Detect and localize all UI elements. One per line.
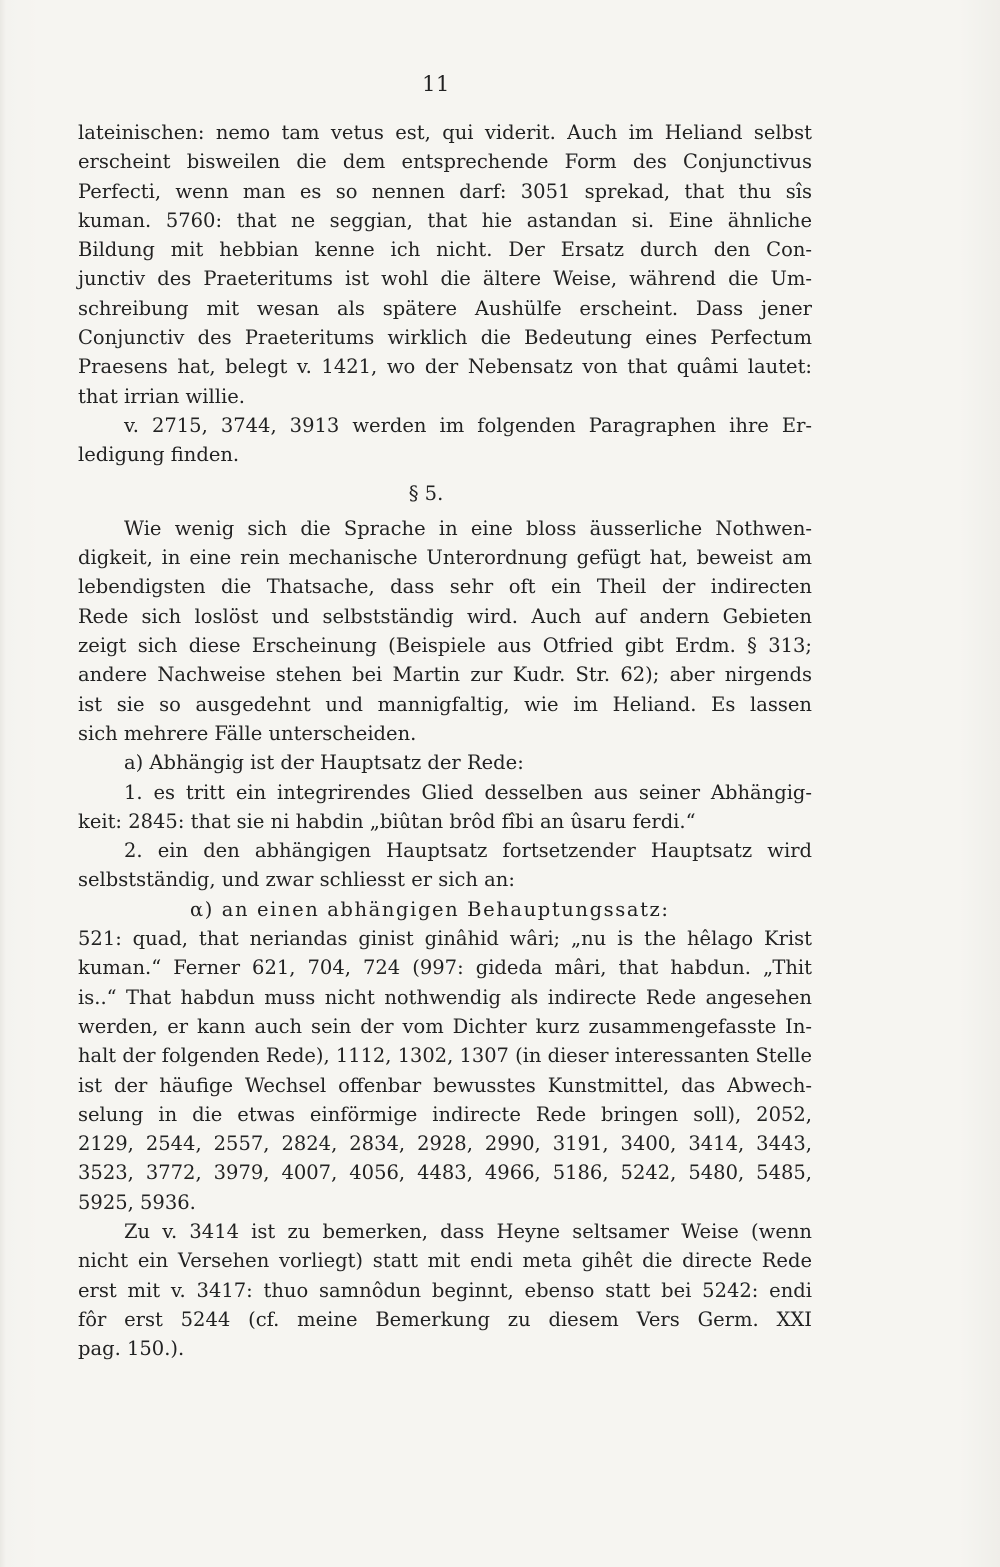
text-line: Conjunctiv des Praeteritums wirklich die Bedeutung eines Perfectum — [78, 326, 812, 350]
section-heading: § 5. — [408, 481, 444, 505]
text-line: Rede sich loslöst und selbstständig wird. Auch auf andern Gebieten — [78, 604, 812, 628]
text-line: junctiv des Praeteritums ist wohl die ältere Weise, während die Um- — [78, 267, 812, 291]
text-line: zeigt sich diese Erscheinung (Beispiele aus Otfried gibt Erdm. § 313; — [78, 634, 812, 658]
text-line: sich mehrere Fälle unterscheiden. — [78, 721, 417, 745]
text-line: Praesens hat, belegt v. 1421, wo der Nebensatz von that quâmi lautet: — [78, 355, 812, 379]
text-line: 3523, 3772, 3979, 4007, 4056, 4483, 4966, 5186, 5242, 5480, 5485, — [78, 1161, 812, 1185]
text-line: α) an einen abhängigen Behauptungssatz: — [190, 897, 670, 921]
text-line: ist der häufige Wechsel offenbar bewusstes Kunstmittel, das Abwech- — [78, 1073, 812, 1097]
text-line: erscheint bisweilen die dem entsprechende Form des Conjunctivus — [78, 150, 812, 174]
text-line: 1. es tritt ein integrirendes Glied desselben aus seiner Abhängig- — [124, 780, 812, 804]
text-line: halt der folgenden Rede), 1112, 1302, 1307 (in dieser interessanten Stelle — [78, 1044, 812, 1068]
text-line: lateinischen: nemo tam vetus est, qui viderit. Auch im Heliand selbst — [78, 121, 812, 144]
text-line: Bildung mit hebbian kenne ich nicht. Der Ersatz durch den Con- — [78, 238, 812, 262]
text-line: ist sie so ausgedehnt und mannigfaltig, wie im Heliand. Es lassen — [78, 692, 812, 716]
text-line: ledigung finden. — [78, 443, 240, 467]
text-line: is..“ That habdun muss nicht nothwendig als indirecte Rede angesehen — [78, 985, 812, 1009]
text-line: pag. 150.). — [78, 1337, 185, 1361]
text-line: selbstständig, und zwar schliesst er sich an: — [78, 868, 515, 892]
text-line: a) Abhängig ist der Hauptsatz der Rede: — [124, 751, 524, 775]
text-line: kuman.“ Ferner 621, 704, 724 (997: gideda mâri, that habdun. „Thit — [78, 956, 812, 980]
text-line: andere Nachweise stehen bei Martin zur Kudr. Str. 62); aber nirgends — [78, 663, 812, 687]
text-line: digkeit, in eine rein mechanische Unterordnung gefügt hat, beweist am — [78, 546, 812, 570]
text-line: erst mit v. 3417: thuo samnôdun beginnt, ebenso statt bei 5242: endi — [78, 1278, 812, 1302]
text-line: Zu v. 3414 ist zu bemerken, dass Heyne seltsamer Weise (wenn — [124, 1219, 812, 1243]
text-line: kuman. 5760: that ne seggian, that hie astandan si. Eine ähnliche — [78, 208, 812, 232]
text-line: 2. ein den abhängigen Hauptsatz fortsetzender Hauptsatz wird — [124, 839, 812, 863]
page-number: 11 — [422, 72, 450, 96]
text-line: 2129, 2544, 2557, 2824, 2834, 2928, 2990, 3191, 3400, 3414, 3443, — [78, 1132, 812, 1156]
text-line: Wie wenig sich die Sprache in eine bloss äusserliche Nothwen- — [124, 516, 812, 540]
text-line: Perfecti, wenn man es so nennen darf: 3051 sprekad, that thu sîs — [78, 179, 812, 203]
text-line: 5925, 5936. — [78, 1190, 196, 1214]
text-line: lebendigsten die Thatsache, dass sehr oft ein Theil der indirecten — [78, 575, 812, 599]
text-line: fôr erst 5244 (cf. meine Bemerkung zu diesem Vers Germ. XXI — [78, 1307, 812, 1331]
body-text — [78, 118, 812, 1363]
text-line: werden, er kann auch sein der vom Dichter kurz zusammengefasste In- — [78, 1014, 812, 1038]
text-line: schreibung mit wesan als spätere Aushülfe erscheint. Dass jener — [78, 296, 812, 320]
text-line: selung in die etwas einförmige indirecte Rede bringen soll), 2052, — [78, 1102, 812, 1126]
text-line: 521: quad, that neriandas ginist ginâhid wâri; „nu is the hêlago Krist — [78, 927, 812, 951]
text-line: that irrian willie. — [78, 384, 245, 408]
text-line: v. 2715, 3744, 3913 werden im folgenden Paragraphen ihre Er- — [124, 413, 812, 437]
text-line: nicht ein Versehen vorliegt) statt mit endi meta gihêt die directe Rede — [78, 1249, 812, 1273]
text-line: keit: 2845: that sie ni habdin „biûtan brôd fîbi an ûsaru ferdi.“ — [78, 809, 696, 833]
